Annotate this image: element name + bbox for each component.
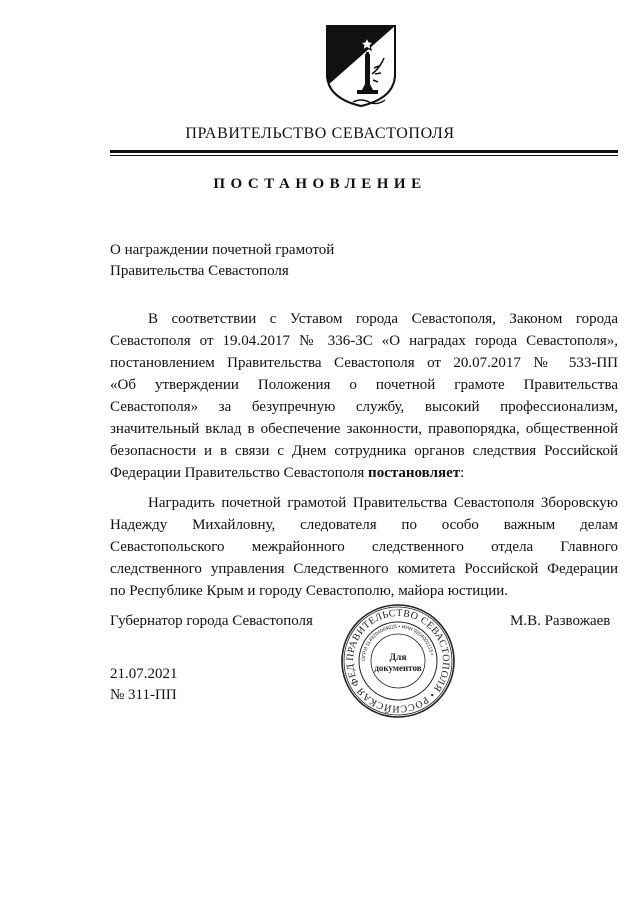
resolution-keyword: постановляет — [368, 465, 461, 481]
subject — [110, 240, 334, 282]
document-info — [110, 664, 178, 706]
paragraph-line: Севастополя» за безупречную службу, высокий профессионализм, — [110, 399, 618, 415]
subject-line: О награждении почетной грамотой — [110, 242, 335, 258]
paragraph-line: следственного управления Следственного комитета Российской Федерации — [110, 561, 618, 577]
paragraph-line: Надежду Михайловну, следователя по особо важным делам — [110, 517, 618, 533]
paragraph-line-text: Федерации Правительство Севастополя — [110, 465, 365, 481]
signatory-position: Губернатор города Севастополя — [110, 613, 313, 629]
sevastopol-coat-of-arms-icon — [323, 24, 399, 108]
paragraph-line: Севастополя от 19.04.2017 № 336-ЗС «О наградах города Севастополя», — [110, 333, 618, 349]
document-number: № 311-ПП — [110, 687, 177, 703]
paragraph-line: постановлением Правительства Севастополя от 20.07.2017 № 533-ПП — [110, 355, 618, 371]
keyword-suffix: : — [460, 465, 465, 481]
official-stamp-icon — [340, 603, 456, 719]
document-type: ПОСТАНОВЛЕНИЕ — [213, 176, 427, 192]
signatory-name: М.В. Развожаев — [510, 613, 611, 629]
stamp-outer-text: ПРАВИТЕЛЬСТВО СЕВАСТОПОЛЯ • РОССИЙСКАЯ ФЕД — [344, 607, 452, 715]
decision-paragraph — [110, 492, 618, 602]
paragraph-line — [110, 462, 618, 484]
preamble-paragraph — [110, 308, 618, 484]
paragraph-line: Наградить почетной грамотой Правительства Севастополя Зборовскую — [148, 495, 618, 511]
paragraph-line: безопасности и в связи с Днем сотрудника органов следствия Российской — [110, 443, 618, 459]
paragraph-line: «Об утверждении Положения о почетной грамоте Правительства — [110, 377, 618, 393]
government-title: ПРАВИТЕЛЬСТВО СЕВАСТОПОЛЯ — [185, 125, 455, 142]
paragraph-line: по Республике Крым и городу Севастополю, майора юстиции. — [110, 583, 509, 599]
header-rule-thick — [110, 150, 618, 153]
paragraph-line: значительный вклад в обеспечение законности, правопорядка, общественной — [110, 421, 618, 437]
paragraph-line: В соответствии с Уставом города Севастополя, Законом города — [148, 311, 618, 327]
document-date: 21.07.2021 — [110, 666, 178, 682]
header-rule-thin — [110, 155, 618, 156]
stamp-center-line: документов — [374, 663, 422, 673]
subject-line: Правительства Севастополя — [110, 263, 289, 279]
stamp-center-line: Для — [389, 653, 407, 663]
stamp-inner-text: ОГРН 1149204004025 • ИНН 9204002115 • — [360, 623, 435, 662]
paragraph-line: Севастопольского межрайонного следственного отдела Главного — [110, 539, 618, 555]
